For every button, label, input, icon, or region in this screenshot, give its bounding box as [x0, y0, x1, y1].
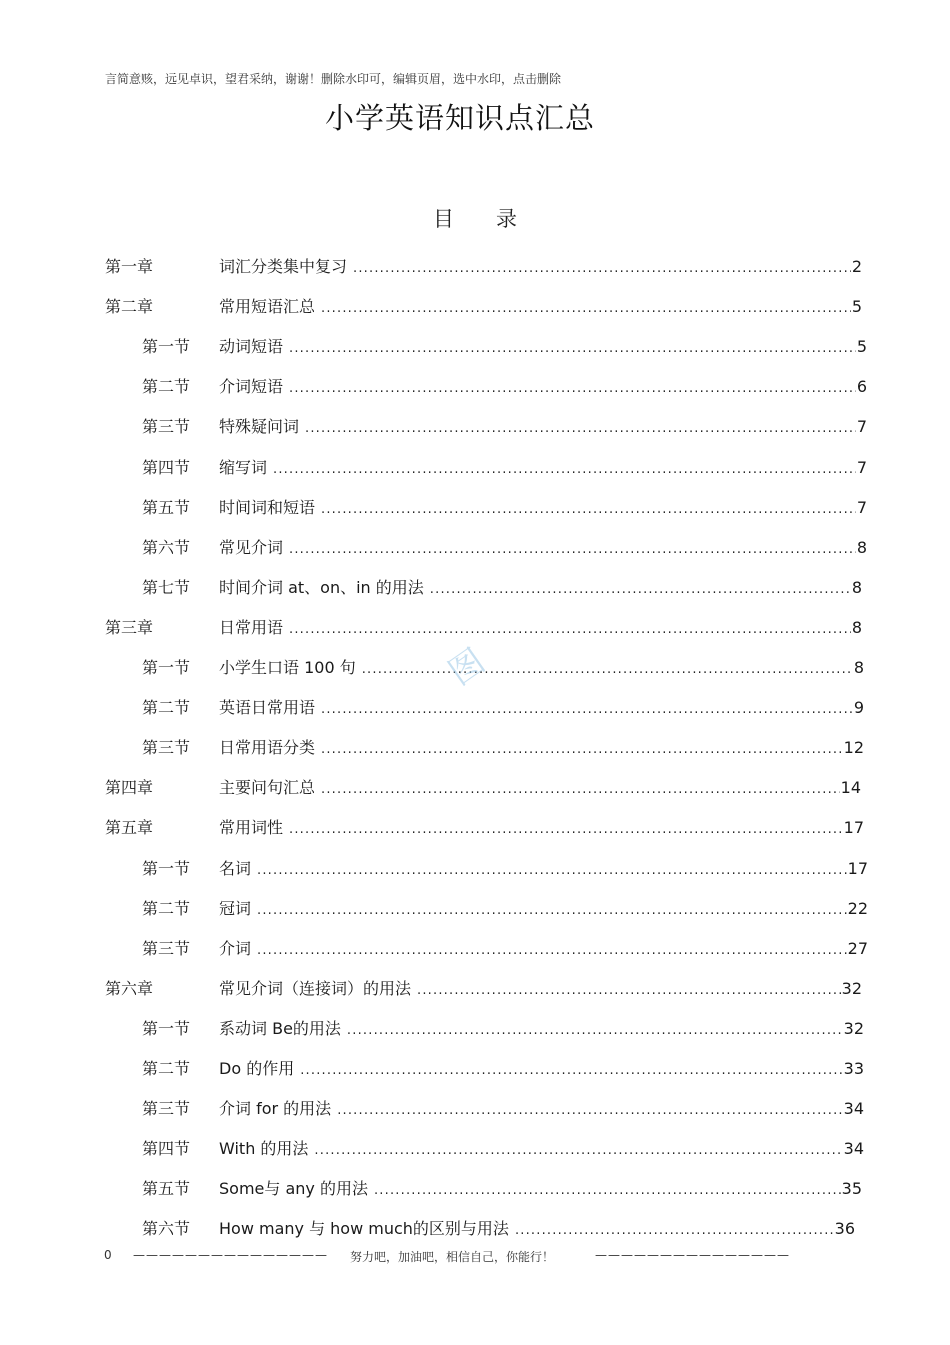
toc-dot-leader	[321, 777, 840, 803]
toc-entry[interactable]	[0, 815, 950, 841]
toc-dot-leader	[515, 1218, 834, 1244]
toc-section-number: 第二节	[142, 698, 191, 718]
toc-entry-label: Some与 any 的用法	[219, 1179, 368, 1199]
toc-entry-label: 时间词和短语	[219, 497, 316, 517]
toc-entry-line	[219, 655, 864, 683]
toc-section-number: 第二节	[142, 898, 191, 918]
toc-entry[interactable]	[0, 334, 950, 360]
toc-entry[interactable]	[0, 896, 950, 922]
toc-section-number: 第一节	[142, 1018, 191, 1038]
toc-page-number: 2	[851, 257, 862, 276]
toc-page-number: 7	[856, 497, 867, 517]
footer-rule-left: ———————————————	[133, 1248, 328, 1262]
toc-entry[interactable]	[0, 535, 950, 561]
toc-dot-leader	[305, 416, 856, 442]
footer-page-number: 0	[104, 1248, 112, 1262]
toc-entry-line	[219, 254, 862, 282]
toc-page-number: 27	[847, 938, 868, 958]
footer-rule-right: ———————————————	[595, 1248, 790, 1262]
toc-entry-label: 特殊疑问词	[219, 417, 300, 437]
toc-section-number: 第三节	[142, 417, 191, 437]
toc-entry-label: How many 与 how much的区别与用法	[219, 1219, 509, 1239]
toc-entry-line	[219, 976, 862, 1004]
toc-entry[interactable]	[0, 254, 950, 280]
toc-section-number: 第一节	[142, 337, 191, 357]
toc-dot-leader	[321, 737, 843, 763]
toc-dot-leader	[321, 296, 851, 322]
toc-section-number: 第一节	[142, 858, 191, 878]
toc-heading: 目 录	[433, 207, 517, 231]
toc-chapter-number: 第三章	[105, 617, 154, 637]
toc-section-number: 第四节	[142, 1139, 191, 1159]
toc-chapter-number: 第四章	[105, 778, 154, 798]
toc-entry[interactable]	[0, 775, 950, 801]
toc-entry[interactable]	[0, 1016, 950, 1042]
toc-dot-leader	[347, 1018, 843, 1044]
toc-page-number: 14	[840, 778, 861, 798]
toc-section-number: 第二节	[142, 1059, 191, 1078]
toc-section-number: 第四节	[142, 457, 191, 477]
toc-entry-label: 词汇分类集中复习	[219, 257, 348, 276]
toc-entry[interactable]	[0, 1096, 950, 1122]
toc-entry-line	[219, 936, 868, 964]
toc-page-number: 9	[853, 698, 864, 718]
toc-dot-leader	[289, 617, 851, 643]
toc-entry-line	[219, 856, 868, 884]
toc-entry[interactable]	[0, 856, 950, 882]
toc-entry-label: 常见介词（连接词）的用法	[219, 978, 412, 998]
toc-entry-line	[219, 535, 867, 563]
toc-entry-label: 常用短语汇总	[219, 297, 316, 317]
toc-dot-leader	[289, 376, 856, 402]
toc-section-number: 第六节	[142, 537, 191, 557]
toc-entry-line	[219, 1176, 862, 1204]
toc-page-number: 34	[843, 1099, 864, 1119]
watermark: 图	[441, 641, 493, 694]
toc-entry-line	[219, 414, 867, 442]
toc-page-number: 8	[851, 617, 862, 637]
toc-page-number: 8	[856, 537, 867, 557]
toc-page-number: 36	[834, 1219, 855, 1239]
toc-entry[interactable]	[0, 294, 950, 320]
toc-entry[interactable]	[0, 374, 950, 400]
toc-section-number: 第三节	[142, 1099, 191, 1119]
toc-chapter-number: 第二章	[105, 297, 154, 317]
toc-page-number: 17	[843, 818, 864, 838]
toc-page-number: 5	[856, 337, 867, 357]
toc-chapter-number: 第一章	[105, 257, 154, 276]
toc-section-number: 第五节	[142, 497, 191, 517]
toc-entry-label: 英语日常用语	[219, 698, 316, 718]
toc-entry-line	[219, 455, 867, 483]
toc-entry-line	[219, 775, 861, 803]
toc-entry-label: With 的用法	[219, 1139, 309, 1159]
toc-entry-label: 主要问句汇总	[219, 778, 316, 798]
toc-dot-leader	[257, 938, 847, 964]
toc-entry-label: 日常用语分类	[219, 738, 316, 758]
toc-dot-leader	[362, 657, 853, 683]
toc-entry-label: 动词短语	[219, 337, 284, 357]
toc-section-number: 第五节	[142, 1179, 191, 1199]
toc-page-number: 32	[841, 978, 862, 998]
toc-entry-line	[219, 695, 864, 723]
toc-chapter-number: 第六章	[105, 978, 154, 998]
toc-page-number: 6	[856, 377, 867, 397]
toc-entry-label: 常用词性	[219, 818, 284, 838]
toc-dot-leader	[257, 898, 847, 924]
toc-entry-label: 时间介词 at、on、in 的用法	[219, 577, 424, 597]
toc-entry-label: 介词	[219, 938, 252, 958]
toc-page-number: 7	[856, 457, 867, 477]
toc-page-number: 22	[847, 898, 868, 918]
toc-dot-leader	[417, 978, 841, 1004]
toc-dot-leader	[321, 697, 853, 723]
document-title: 小学英语知识点汇总	[324, 101, 595, 135]
toc-entry-label: 介词 for 的用法	[219, 1099, 332, 1119]
toc-section-number: 第三节	[142, 738, 191, 758]
footer-motto: 努力吧，加油吧，相信自己，你能行！	[350, 1250, 555, 1264]
toc-page-number: 35	[841, 1179, 862, 1199]
toc-entry-line	[219, 1016, 864, 1044]
toc-entry-line	[219, 294, 862, 322]
toc-section-number: 第三节	[142, 938, 191, 958]
toc-page-number: 5	[851, 297, 862, 317]
toc-entry[interactable]	[0, 615, 950, 641]
toc-dot-leader	[257, 858, 847, 884]
page-footer	[0, 1248, 950, 1268]
toc-dot-leader	[273, 457, 856, 483]
toc-dot-leader	[430, 577, 851, 603]
toc-dot-leader	[353, 256, 851, 282]
toc-page-number: 33	[843, 1059, 864, 1078]
toc-section-number: 第二节	[142, 377, 191, 397]
toc-entry-label: 名词	[219, 858, 252, 878]
toc-entry-line	[219, 735, 864, 763]
toc-entry[interactable]	[0, 1136, 950, 1162]
toc-entry-line	[219, 334, 867, 362]
toc-entry-line	[219, 1056, 864, 1084]
toc-entry[interactable]	[0, 735, 950, 761]
toc-entry[interactable]	[0, 575, 950, 601]
toc-entry[interactable]	[0, 936, 950, 962]
toc-entry[interactable]	[0, 1056, 950, 1082]
toc-dot-leader	[289, 537, 856, 563]
toc-entry-line	[219, 575, 862, 603]
toc-entry[interactable]	[0, 1176, 950, 1202]
toc-entry-label: 介词短语	[219, 377, 284, 397]
toc-dot-leader	[314, 1138, 842, 1164]
toc-entry-label: 系动词 Be的用法	[219, 1018, 341, 1038]
toc-entry[interactable]	[0, 455, 950, 481]
toc-page-number: 34	[843, 1139, 864, 1159]
toc-entry-label: 日常用语	[219, 617, 284, 637]
toc-entry-label: 缩写词	[219, 457, 268, 477]
toc-entry[interactable]	[0, 695, 950, 721]
toc-entry-label: 常见介词	[219, 537, 284, 557]
toc-page-number: 32	[843, 1018, 864, 1038]
toc-entry[interactable]	[0, 1216, 950, 1242]
toc-dot-leader	[374, 1178, 841, 1204]
toc-entry[interactable]	[0, 414, 950, 440]
toc-dot-leader	[289, 817, 843, 843]
toc-entry-line	[219, 815, 864, 843]
toc-page-number: 7	[856, 417, 867, 437]
toc-entry-line	[219, 896, 868, 924]
toc-dot-leader	[289, 336, 856, 362]
toc-entry-line	[219, 1096, 864, 1124]
toc-entry-line	[219, 374, 867, 402]
toc-entry-line	[219, 1136, 864, 1164]
toc-section-number: 第六节	[142, 1219, 191, 1239]
toc-chapter-number: 第五章	[105, 818, 154, 838]
toc-page-number: 17	[847, 858, 868, 878]
toc-section-number: 第七节	[142, 577, 191, 597]
toc-entry-line	[219, 615, 862, 643]
toc-entry-line	[219, 495, 867, 523]
toc-entry-label: 小学生口语 100 句	[219, 658, 356, 677]
toc-dot-leader	[321, 497, 856, 523]
toc-dot-leader	[337, 1098, 842, 1124]
toc-entry-line	[219, 1216, 855, 1244]
toc-page-number: 8	[853, 658, 864, 677]
toc-dot-leader	[300, 1058, 842, 1084]
toc-entry[interactable]	[0, 495, 950, 521]
header-note: 言简意赅，远见卓识，望君采纳，谢谢！删除水印可，编辑页眉，选中水印，点击删除	[105, 72, 562, 86]
toc-entry-label: 冠词	[219, 898, 252, 918]
toc-page-number: 8	[851, 577, 862, 597]
toc-section-number: 第一节	[142, 658, 191, 677]
toc-entry[interactable]	[0, 976, 950, 1002]
toc-page-number: 12	[843, 738, 864, 758]
toc-entry-label: Do 的作用	[219, 1059, 295, 1078]
